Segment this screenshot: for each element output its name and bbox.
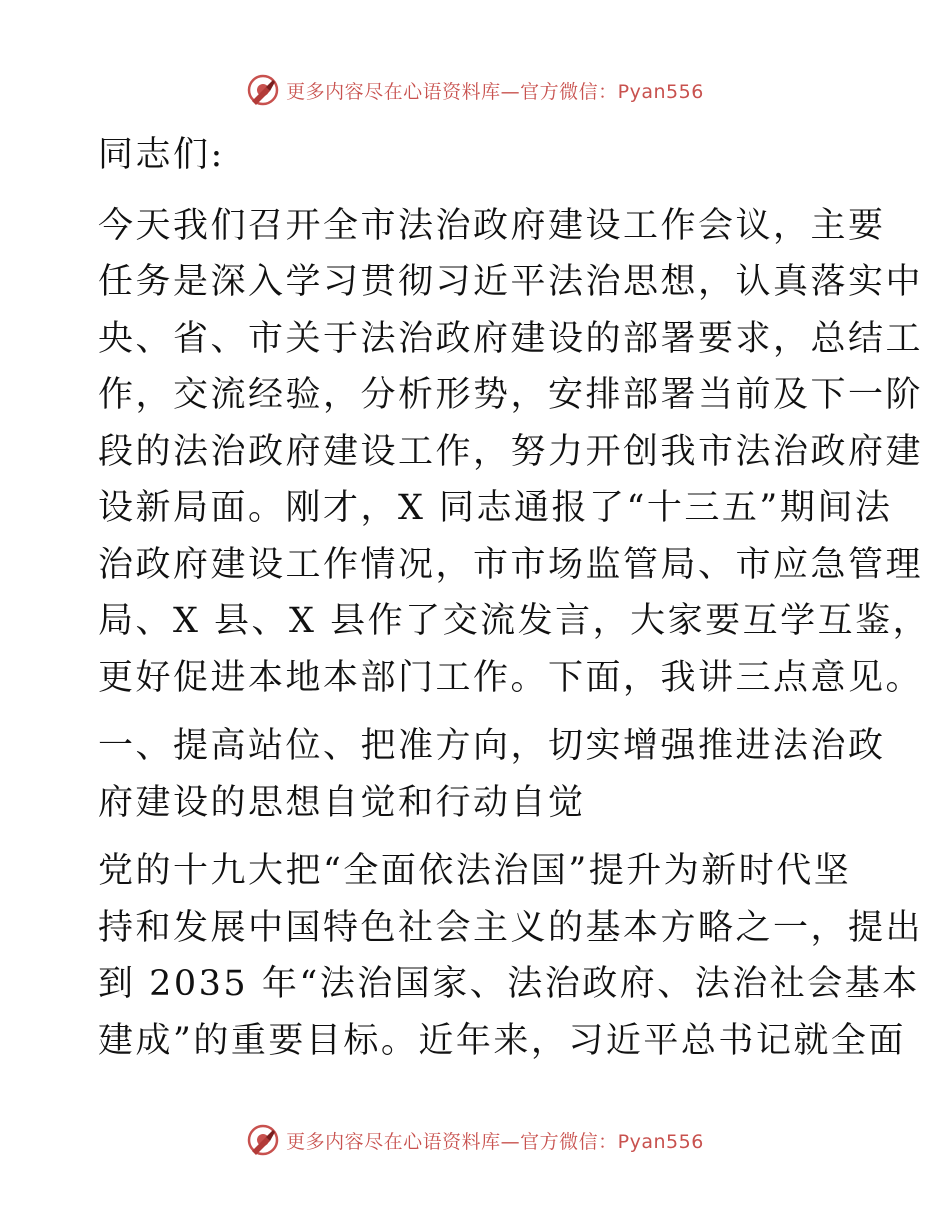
pen-logo-icon xyxy=(246,1123,280,1157)
heading-line: 一、提高站位、把准方向，切实增强推进法治政 xyxy=(98,726,886,766)
text-line: 任务是深入学习贯彻习近平法治思想，认真落实中 xyxy=(98,262,924,302)
text-line: 到 2035 年“法治国家、法治政府、法治社会基本 xyxy=(98,964,920,1004)
watermark-text: 更多内容尽在心语资料库—官方微信：Pyan556 xyxy=(286,1130,704,1153)
paragraph-section-1 xyxy=(98,843,924,1069)
text-line: 段的法治政府建设工作，努力开创我市法治政府建 xyxy=(98,431,924,472)
text-line: 设新局面。刚才，X 同志通报了“十三五”期间法 xyxy=(98,488,893,528)
text-line: 作，交流经验，分析形势，安排部署当前及下一阶 xyxy=(98,375,924,415)
text-line: 建成”的重要目标。近年来，习近平总书记就全面 xyxy=(98,1020,906,1061)
text-line: 持和发展中国特色社会主义的基本方略之一，提出 xyxy=(98,907,924,948)
text-line: 党的十九大把“全面依法治国”提升为新时代坚 xyxy=(98,851,852,891)
greeting: 同志们: xyxy=(98,135,225,175)
section-heading-1 xyxy=(98,718,886,831)
text-line: 局、X 县、X 县作了交流发言，大家要互学互鉴， xyxy=(98,601,931,641)
paragraph-intro xyxy=(98,198,931,707)
header-watermark xyxy=(0,70,950,110)
text-line: 更好促进本地本部门工作。下面，我讲三点意见。 xyxy=(98,657,924,698)
document-body xyxy=(98,127,931,1069)
watermark-text: 更多内容尽在心语资料库—官方微信：Pyan556 xyxy=(286,80,704,103)
text-line: 央、省、市关于法治政府建设的部署要求，总结工 xyxy=(98,318,924,359)
footer-watermark xyxy=(0,1120,950,1160)
heading-line: 府建设的思想自觉和行动自觉 xyxy=(98,782,586,823)
text-line: 治政府建设工作情况，市市场监管局、市应急管理 xyxy=(98,544,924,585)
text-line: 今天我们召开全市法治政府建设工作会议，主要 xyxy=(98,205,886,246)
pen-logo-icon xyxy=(246,73,280,107)
